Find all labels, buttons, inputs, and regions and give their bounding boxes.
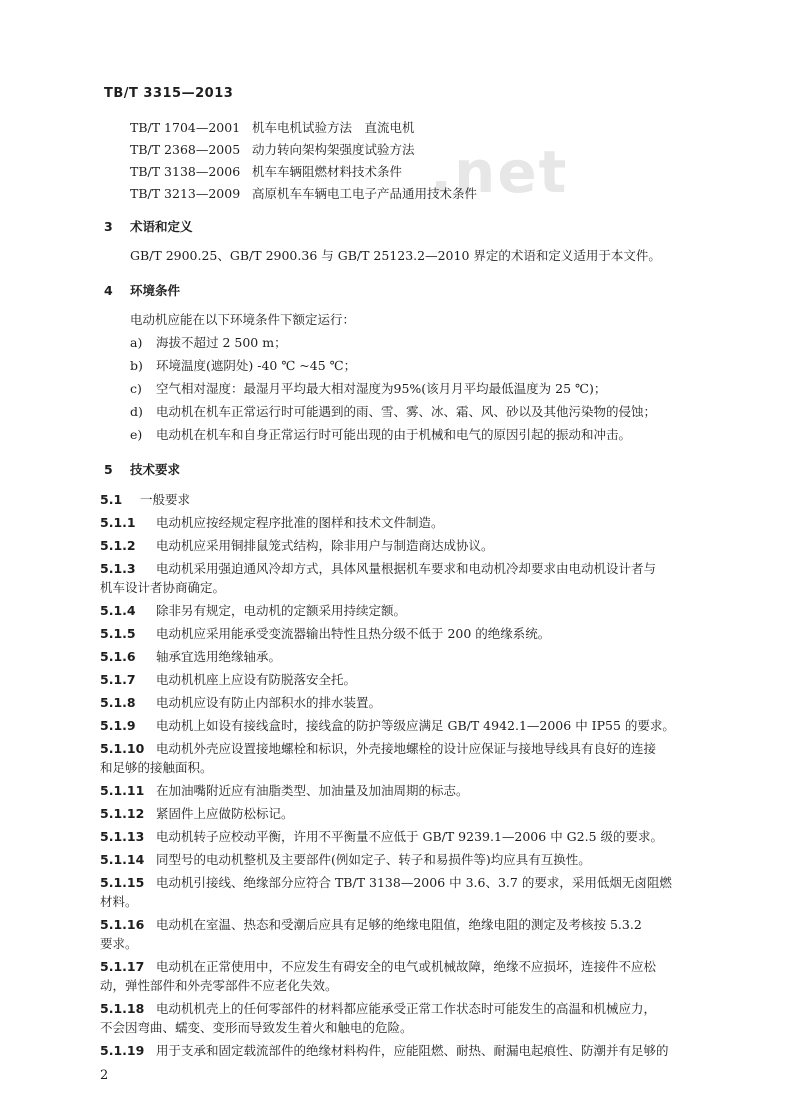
clause-text: 电动机应采用铜排鼠笼式结构，除非用户与制造商达成协议。 — [156, 538, 494, 553]
clause-continuation: 机车设计者协商确定。 — [100, 580, 226, 595]
reference-line — [130, 120, 415, 136]
reference-code: TB/T 3138—2006 — [130, 164, 241, 179]
clause-number: 5.1.13 — [100, 829, 145, 844]
clause — [100, 538, 494, 554]
watermark: .net — [430, 138, 569, 206]
clause-text: 在加油嘴附近应有油脂类型、加油量及加油周期的标志。 — [156, 783, 469, 798]
clause-number: 5.1.14 — [100, 852, 145, 867]
clause-number: 5.1.8 — [100, 695, 136, 710]
clause-text: 轴承宜选用绝缘轴承。 — [156, 649, 282, 664]
clause — [100, 603, 406, 619]
section-title: 术语和定义 — [130, 219, 193, 234]
reference-title: 机车电机试验方法 直流电机 — [252, 120, 415, 135]
list-label: a) — [130, 335, 143, 350]
clause-continuation: 材料。 — [100, 894, 138, 909]
clause — [100, 875, 672, 891]
clause-number: 5.1.6 — [100, 649, 136, 664]
clause-text: 电动机外壳应设置接地螺栓和标识，外壳接地螺栓的设计应保证与接地导线具有良好的连接 — [156, 741, 657, 756]
reference-title: 动力转向架构架强度试验方法 — [252, 142, 415, 157]
section-title: 环境条件 — [130, 283, 181, 298]
section-number: 5 — [104, 462, 113, 477]
reference-title: 机车车辆阻燃材料技术条件 — [252, 164, 403, 179]
clause-number: 5.1.3 — [100, 561, 136, 576]
clause-continuation: 不会因弯曲、蠕变、变形而导致发生着火和触电的危险。 — [100, 1020, 413, 1035]
section-number: 3 — [104, 219, 113, 234]
clause-continuation: 动，弹性部件和外壳零部件不应老化失效。 — [100, 978, 338, 993]
list-item — [130, 404, 656, 420]
clause-number: 5.1.16 — [100, 917, 145, 932]
clause-text: 电动机机壳上的任何零部件的材料都应能承受正常工作状态时可能发生的高温和机械应力， — [156, 1001, 657, 1016]
clause-text: 电动机在室温、热态和受潮后应具有足够的绝缘电阻值，绝缘电阻的测定及考核按 5.3.2 — [156, 917, 642, 932]
clause-number: 5.1.19 — [100, 1043, 145, 1058]
clause-number: 5.1.1 — [100, 515, 136, 530]
list-label: e) — [130, 427, 143, 442]
section-title: 技术要求 — [130, 462, 181, 477]
reference-line — [130, 142, 415, 158]
section-heading — [104, 283, 180, 299]
clause-continuation: 和足够的接触面积。 — [100, 760, 213, 775]
clause-text: 电动机应采用能承受变流器输出特性且热分级不低于 200 的绝缘系统。 — [156, 626, 551, 641]
reference-code: TB/T 3213—2009 — [130, 186, 241, 201]
list-text: 环境温度(遮阴处) -40 ℃ ~45 ℃； — [156, 358, 357, 373]
clause — [100, 695, 381, 711]
section-heading — [104, 219, 193, 235]
clause-text: 电动机在正常使用中，不应发生有碍安全的电气或机械故障，绝缘不应损坏，连接件不应松 — [156, 959, 657, 974]
list-text: 空气相对湿度：最湿月平均最大相对湿度为95%(该月月平均最低温度为 25 ℃)； — [156, 381, 607, 396]
clause — [100, 783, 469, 799]
clause-text: 电动机机座上应设有防脱落安全托。 — [156, 672, 357, 687]
clause — [100, 741, 656, 757]
clause — [100, 515, 444, 531]
list-text: 电动机在机车和自身正常运行时可能出现的由于机械和电气的原因引起的振动和冲击。 — [156, 427, 632, 442]
clause — [100, 852, 591, 868]
list-item — [130, 381, 606, 397]
list-label: c) — [130, 381, 142, 396]
subsection-title: 一般要求 — [140, 492, 191, 507]
clause-number: 5.1.11 — [100, 783, 145, 798]
clause — [100, 672, 356, 688]
reference-title: 高原机车车辆电工电子产品通用技术条件 — [252, 186, 478, 201]
clause-number: 5.1.9 — [100, 718, 136, 733]
reference-code: TB/T 2368—2005 — [130, 142, 241, 157]
clause — [100, 718, 675, 734]
clause-text: 电动机应按经规定程序批准的图样和技术文件制造。 — [156, 515, 444, 530]
clause — [100, 626, 550, 642]
clause-number: 5.1.18 — [100, 1001, 145, 1016]
list-label: b) — [130, 358, 143, 373]
subsection-number: 5.1 — [100, 492, 123, 507]
standard-header: TB/T 3315—2013 — [104, 86, 234, 101]
list-item — [130, 335, 287, 351]
clause — [100, 1001, 656, 1017]
reference-line — [130, 186, 477, 202]
list-text: 电动机在机车正常运行时可能遇到的雨、雪、雾、冰、霜、风、砂以及其他污染物的侵蚀； — [156, 404, 657, 419]
clause-text: 除非另有规定，电动机的定额采用持续定额。 — [156, 603, 407, 618]
section-number: 4 — [104, 283, 113, 298]
clause-number: 5.1.2 — [100, 538, 136, 553]
clause — [100, 1043, 669, 1059]
page-number: 2 — [100, 1068, 109, 1083]
clause-number: 5.1.12 — [100, 806, 145, 821]
section-heading — [104, 462, 180, 478]
clause — [100, 959, 656, 975]
clause — [100, 917, 642, 933]
clause-number: 5.1.5 — [100, 626, 136, 641]
clause-number: 5.1.17 — [100, 959, 145, 974]
clause-number: 5.1.4 — [100, 603, 136, 618]
clause-text: 电动机采用强迫通风冷却方式，具体风量根据机车要求和电动机冷却要求由电动机设计者与 — [156, 561, 657, 576]
clause-text: 电动机转子应校动平衡，许用不平衡量不应低于 GB/T 9239.1—2006 中 G2.5 级的要求。 — [156, 829, 664, 844]
subsection-heading — [100, 492, 190, 508]
clause-number: 5.1.7 — [100, 672, 136, 687]
clause — [100, 829, 663, 845]
list-label: d) — [130, 404, 143, 419]
clause-text: 电动机上如设有接线盒时，接线盒的防护等级应满足 GB/T 4942.1—2006 中 IP55 的要求。 — [156, 718, 675, 733]
clause-text: 同型号的电动机整机及主要部件(例如定子、转子和易损件等)均应具有互换性。 — [156, 852, 591, 867]
clause-text: 电动机应设有防止内部积水的排水装置。 — [156, 695, 382, 710]
section-paragraph: GB/T 2900.25、GB/T 2900.36 与 GB/T 25123.2—2010 界定的术语和定义适用于本文件。 — [130, 248, 661, 263]
reference-line — [130, 164, 402, 180]
list-text: 海拔不超过 2 500 m； — [156, 335, 287, 350]
list-item — [130, 358, 356, 374]
clause-text: 紧固件上应做防松标记。 — [156, 806, 294, 821]
list-item — [130, 427, 631, 443]
clause-number: 5.1.15 — [100, 875, 145, 890]
section-paragraph: 电动机应能在以下环境条件下额定运行： — [130, 312, 356, 327]
reference-code: TB/T 1704—2001 — [130, 120, 241, 135]
clause — [100, 561, 656, 577]
clause-number: 5.1.10 — [100, 741, 145, 756]
clause — [100, 649, 281, 665]
clause-text: 电动机引接线、绝缘部分应符合 TB/T 3138—2006 中 3.6、3.7 的要求，采用低烟无卤阻燃 — [156, 875, 672, 890]
clause-continuation: 要求。 — [100, 936, 138, 951]
clause-text: 用于支承和固定载流部件的绝缘材料构件，应能阻燃、耐热、耐漏电起痕性、防潮并有足够的 — [156, 1043, 669, 1058]
clause — [100, 806, 294, 822]
